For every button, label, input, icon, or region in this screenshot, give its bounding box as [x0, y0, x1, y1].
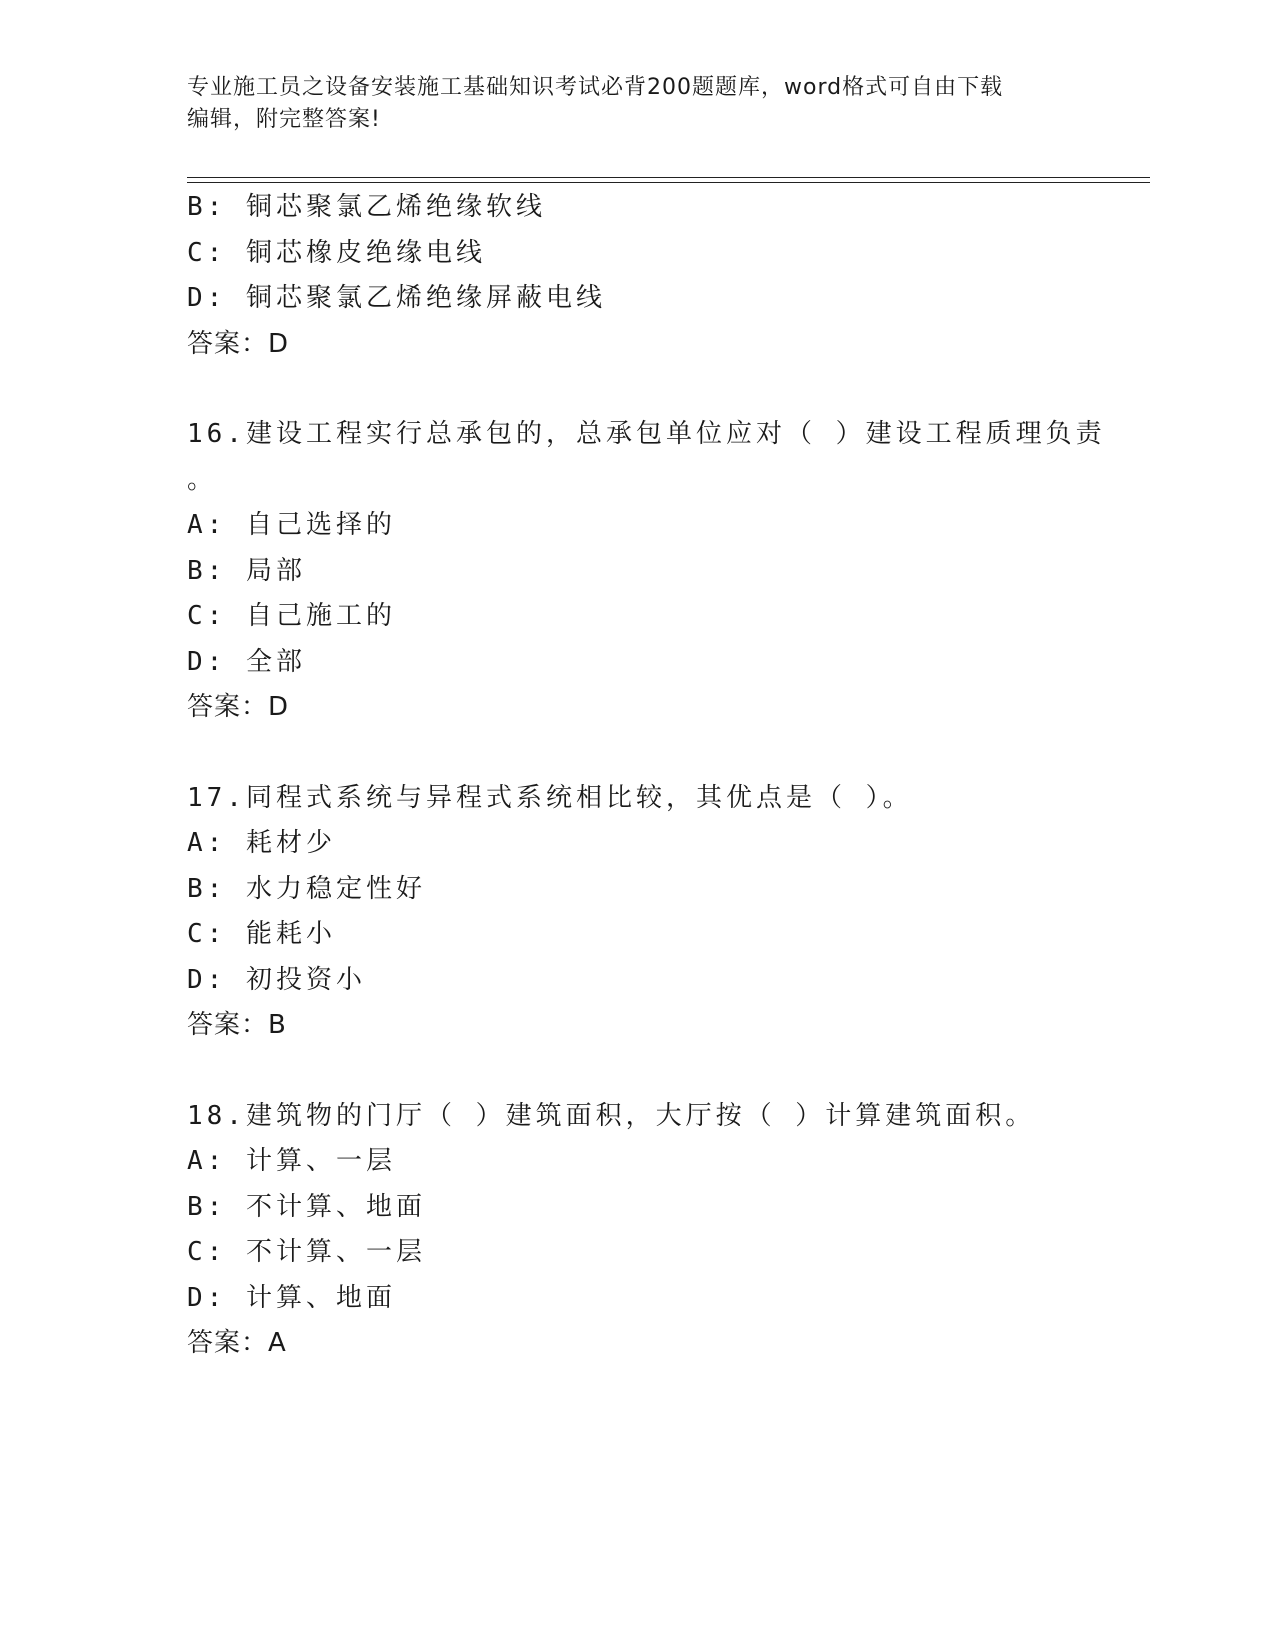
question-gap	[187, 367, 1087, 412]
question-16	[187, 412, 1106, 731]
header-title-line-1: 专业施工员之设备安装施工基础知识考试必背200题题库，word格式可自由下载	[187, 75, 1004, 100]
option-c: C: 铜芯橡皮绝缘电线	[187, 237, 486, 268]
option-a: A: 计算、一层	[187, 1146, 396, 1176]
question-text: 17.同程式系统与异程式系统相比较，其优点是（ ）。	[187, 782, 913, 813]
option-d: D: 初投资小	[187, 964, 366, 995]
option-b: B: 铜芯聚氯乙烯绝缘软线	[187, 192, 546, 222]
option-a: A: 耗材少	[187, 828, 336, 858]
header-divider-bottom	[187, 182, 1150, 183]
question-17	[187, 776, 1087, 1049]
answer-line: 答案：D	[187, 692, 290, 722]
option-b: B: 水力稳定性好	[187, 873, 426, 904]
answer-line: 答案：B	[187, 1010, 287, 1040]
option-d: D: 计算、地面	[187, 1282, 396, 1313]
header-title-line-2: 编辑，附完整答案!	[187, 107, 381, 132]
option-c: C: 自己施工的	[187, 601, 396, 631]
question-list	[187, 185, 1106, 1367]
option-c: C: 不计算、一层	[187, 1237, 426, 1267]
option-a: A: 自己选择的	[187, 510, 396, 540]
option-d: D: 全部	[187, 646, 306, 677]
question-gap	[187, 1049, 1087, 1094]
question-15	[187, 185, 1087, 367]
option-b: B: 局部	[187, 555, 306, 586]
answer-line: 答案：D	[187, 328, 290, 359]
document-header	[187, 72, 1087, 136]
header-divider-top	[187, 177, 1150, 178]
question-text: 18.建筑物的门厅（ ）建筑面积，大厅按（ ）计算建筑面积。	[187, 1100, 1036, 1131]
option-d: D: 铜芯聚氯乙烯绝缘屏蔽电线	[187, 283, 606, 313]
question-gap	[187, 731, 1087, 776]
question-text-line-2: 。	[187, 464, 218, 495]
option-c: C: 能耗小	[187, 919, 336, 949]
answer-line: 答案：A	[187, 1328, 287, 1358]
question-18	[187, 1094, 1087, 1367]
option-b: B: 不计算、地面	[187, 1191, 426, 1222]
question-text-line-1: 16.建设工程实行总承包的，总承包单位应对（ ）建设工程质理负责	[187, 419, 1106, 449]
